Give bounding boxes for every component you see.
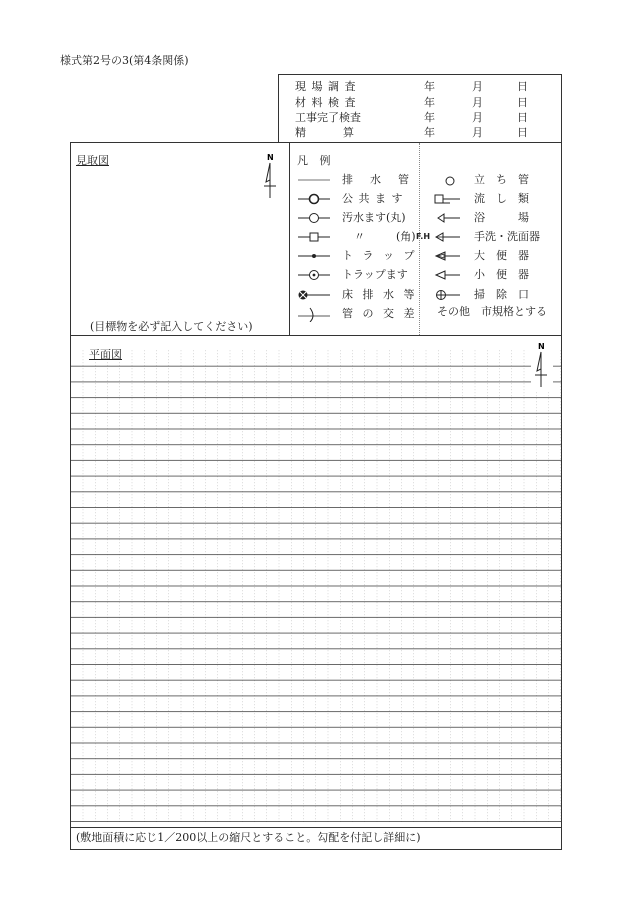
public-basin-icon bbox=[296, 191, 336, 207]
inspection-label: 精 算 bbox=[295, 126, 355, 139]
trap-basin-icon bbox=[296, 267, 336, 283]
legend-label: ト ラ ッ プ bbox=[342, 249, 418, 262]
toilet-icon bbox=[430, 248, 464, 264]
legend-other-note: その他 市規格とする bbox=[437, 305, 547, 318]
riser-pipe-icon bbox=[430, 172, 464, 188]
north-label: N bbox=[267, 153, 274, 162]
drain-pipe-icon bbox=[296, 172, 336, 188]
section-divider bbox=[71, 827, 561, 828]
washbasin-icon bbox=[430, 229, 480, 245]
fh-prefix: F.H bbox=[416, 232, 431, 241]
day-label: 日 bbox=[517, 80, 528, 93]
legend-label: トラップます bbox=[342, 268, 408, 281]
mitori-title: 見取図 bbox=[76, 154, 109, 167]
north-label: N bbox=[538, 342, 545, 351]
bath-icon bbox=[430, 210, 464, 226]
trap-icon bbox=[296, 248, 336, 264]
cleanout-icon bbox=[430, 287, 464, 303]
north-arrow-icon bbox=[531, 341, 553, 391]
legend-label: 立 ち 管 bbox=[474, 173, 529, 186]
legend-label: 浴 場 bbox=[474, 211, 529, 224]
year-label: 年 bbox=[424, 126, 435, 139]
legend-label: 汚水ます(丸) bbox=[342, 211, 406, 224]
form-title: 様式第2号の3(第4条関係) bbox=[60, 54, 189, 67]
month-label: 月 bbox=[472, 80, 483, 93]
year-label: 年 bbox=[424, 111, 435, 124]
north-arrow-icon bbox=[260, 152, 282, 202]
legend-title: 凡 例 bbox=[297, 154, 335, 167]
day-label: 日 bbox=[517, 111, 528, 124]
month-label: 月 bbox=[472, 111, 483, 124]
inspection-label: 材 料 検 査 bbox=[295, 96, 357, 109]
legend-label: 手洗・洗面器 bbox=[474, 230, 540, 243]
day-label: 日 bbox=[517, 126, 528, 139]
legend-label: 排 水 管 bbox=[342, 173, 412, 186]
inspection-label: 工事完了検査 bbox=[295, 111, 361, 124]
year-label: 年 bbox=[424, 96, 435, 109]
legend-label: 掃 除 口 bbox=[474, 288, 529, 301]
legend-label: 公 共 ま す bbox=[342, 192, 404, 205]
legend-label-suffix: (角) bbox=[396, 230, 416, 243]
mitori-note: (目標物を必ず記入してください) bbox=[90, 320, 253, 333]
floor-drain-icon bbox=[296, 287, 336, 303]
section-divider bbox=[71, 335, 561, 336]
legend-label: 流 し 類 bbox=[474, 192, 529, 205]
legend-label: 小 便 器 bbox=[474, 268, 529, 281]
year-label: 年 bbox=[424, 80, 435, 93]
month-label: 月 bbox=[472, 126, 483, 139]
legend-label: 管 の 交 差 bbox=[342, 307, 418, 320]
sewage-basin-round-icon bbox=[296, 210, 336, 226]
inspection-label: 現 場 調 査 bbox=[295, 80, 357, 93]
plan-grid bbox=[71, 350, 561, 822]
legend-label: 大 便 器 bbox=[474, 249, 529, 262]
urinal-icon bbox=[430, 267, 464, 283]
pipe-crossing-icon bbox=[296, 306, 336, 322]
month-label: 月 bbox=[472, 96, 483, 109]
inspection-date-box bbox=[278, 74, 562, 143]
day-label: 日 bbox=[517, 96, 528, 109]
sewage-basin-square-icon bbox=[296, 229, 336, 245]
heimen-title: 平面図 bbox=[86, 346, 125, 362]
sink-icon bbox=[430, 191, 464, 207]
legend-label: 床 排 水 等 bbox=[342, 288, 418, 301]
legend-label: 〃 bbox=[354, 230, 365, 243]
section-divider bbox=[289, 143, 290, 335]
scale-note: (敷地面積に応じ1／200以上の縮尺とすること。勾配を付記し詳細に) bbox=[76, 831, 421, 844]
